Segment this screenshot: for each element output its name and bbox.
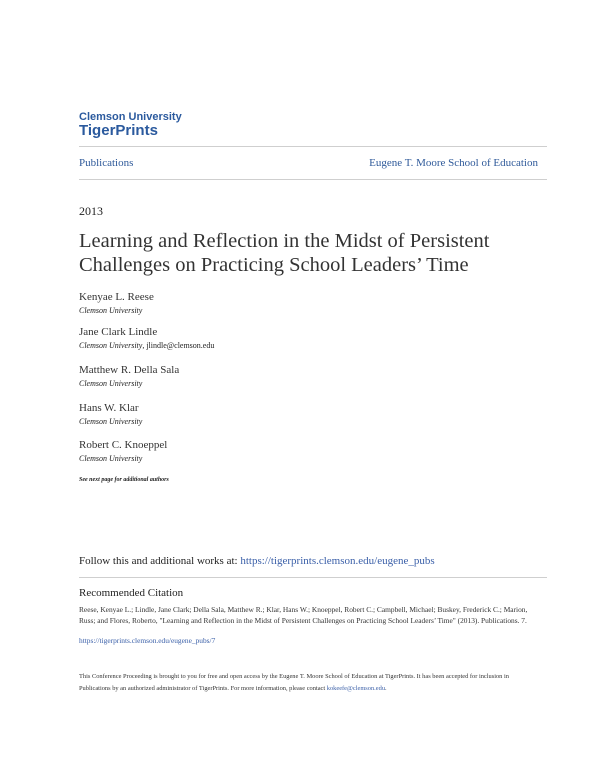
- footer-notice: This Conference Proceeding is brought to you for free and open access by the Eugene T. Moore School of Education at TigerPrints. It has been accepted for inclusion in Publications by an authorized administrator of TigerPrints. For more information, please contact kokeefe@clemson.edu.: [79, 673, 509, 692]
- contact-email-link[interactable]: kokeefe@clemson.edu: [326, 684, 386, 692]
- see-next-page-note: See next page for additional authors: [79, 477, 169, 483]
- citation-link[interactable]: https://tigerprints.clemson.edu/eugene_pubs/7: [79, 636, 216, 645]
- author-name: Robert C. Knoeppel: [79, 439, 168, 451]
- author-affiliation: Clemson University: [79, 454, 143, 463]
- author-name: Hans W. Klar: [79, 402, 139, 414]
- author-email: , jlindle@clemson.edu: [142, 341, 215, 350]
- repository-logo-text[interactable]: TigerPrints: [79, 122, 158, 139]
- author-affiliation: Clemson University: [79, 417, 143, 426]
- follow-line: Follow this and additional works at: https://tigerprints.clemson.edu/eugene_pubs: [79, 555, 435, 567]
- school-link[interactable]: Eugene T. Moore School of Education: [369, 157, 538, 169]
- section-divider: [79, 577, 547, 578]
- collection-link[interactable]: https://tigerprints.clemson.edu/eugene_pubs: [240, 555, 435, 567]
- citation-heading: Recommended Citation: [79, 587, 184, 599]
- university-name: Clemson University: [79, 111, 182, 123]
- author-affiliation: Clemson University, jlindle@clemson.edu: [79, 341, 215, 350]
- paper-title: Learning and Reflection in the Midst of Persistent Challenges on Practicing School Leaders’ Time: [79, 230, 490, 276]
- citation-text: Reese, Kenyae L.; Lindle, Jane Clark; Della Sala, Matthew R.; Klar, Hans W.; Knoeppel, Robert C.; Campbell, Michael; Buskey, Frederick C.; Marion, Russ; and Flores, Roberto, "Learning and Reflection in the Midst of Persistent Challenges on Practicing School Leaders’ Time" (2013). Publications. 7.: [79, 605, 528, 625]
- publications-link[interactable]: Publications: [79, 157, 134, 169]
- header-divider-top: [79, 146, 547, 147]
- author-name: Kenyae L. Reese: [79, 291, 154, 303]
- publication-year: 2013: [79, 204, 103, 218]
- header-divider-bottom: [79, 179, 547, 180]
- author-name: Matthew R. Della Sala: [79, 364, 180, 376]
- author-affiliation: Clemson University: [79, 306, 143, 315]
- author-affiliation: Clemson University: [79, 379, 143, 388]
- author-name: Jane Clark Lindle: [79, 326, 158, 338]
